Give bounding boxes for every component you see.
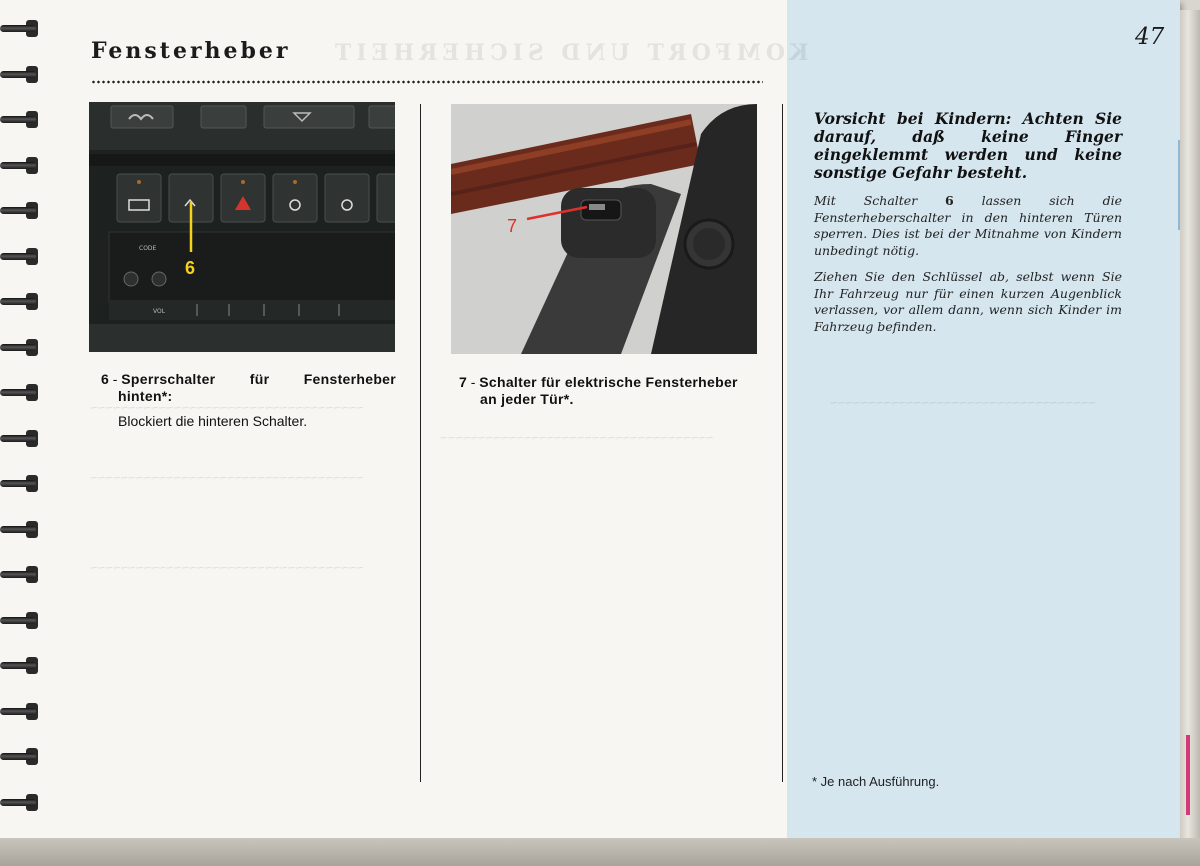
lock-switch-paragraph: Mit Schalter 6 lassen sich die Fensterheberschalter in den hinteren Türen sperren. Dies ist bei der Mitnahme von Kindern unbedingt nötig.	[814, 193, 1122, 258]
caption-label: Schalter für elektrische Fensterheber	[479, 374, 738, 390]
callout-6: 6	[185, 258, 196, 278]
spiral-coil	[0, 113, 40, 127]
console-buttons-photo	[89, 102, 395, 352]
title-dotted-rule	[91, 80, 763, 84]
spiral-coil	[0, 295, 40, 309]
caption-label: Sperrschalter	[121, 371, 216, 387]
bleed-through-block: ~~~~~~~~~~~~~~~~~~~~~~~~~~~~~~~~~~~~	[90, 400, 364, 415]
spiral-coil	[0, 659, 40, 673]
door-illustration	[451, 104, 757, 354]
caption-description: Blockiert die hinteren Schalter.	[118, 413, 308, 429]
spiral-coil	[0, 750, 40, 764]
spiral-coil	[0, 796, 40, 810]
bleed-through-block: ~~~~~~~~~~~~~~~~~~~~~~~~~~~~~~~~~~~~	[440, 430, 714, 445]
bleed-through-header: KOMFORT UND SICHERHEIT	[330, 40, 809, 66]
bleed-through-block: ~~~~~~~~~~~~~~~~~~~~~~~~~~~~~~~~~~~	[830, 395, 1096, 410]
page-title: Fensterheber	[91, 38, 291, 64]
column-divider	[782, 104, 783, 782]
spiral-coil	[0, 523, 40, 537]
spiral-coil	[0, 159, 40, 173]
page-stack-edge	[1180, 10, 1200, 866]
spiral-coil	[0, 614, 40, 628]
bleed-through-block: ~~~~~~~~~~~~~~~~~~~~~~~~~~~~~~~~~~~~	[90, 560, 364, 575]
page-stack-bottom	[0, 838, 1200, 866]
radio-code-label: CODE	[139, 245, 157, 252]
spiral-coil	[0, 250, 40, 264]
remove-key-paragraph: Ziehen Sie den Schlüssel ab, selbst wenn Sie Ihr Fahrzeug nur für einen kurzen Augenblick verlassen, vor allem dann, wenn sich Kinder im Fahrzeug befinden.	[814, 269, 1122, 334]
door-window-switch-photo	[451, 104, 757, 354]
spiral-coil	[0, 432, 40, 446]
spiral-coil	[0, 341, 40, 355]
caption-switch-7: 7 - Schalter für elektrische Fensterheber an jeder Tür*.	[459, 374, 759, 408]
radio-vol-label: VOL	[153, 308, 166, 315]
caption-switch-6: 6 - Sperrschalter für Fensterheber hinten*: Blockiert die hinteren Schalter.	[101, 371, 396, 429]
spiral-coil	[0, 68, 40, 82]
page-number: 47	[1135, 24, 1165, 50]
section-tab-pink	[1186, 735, 1190, 815]
caption-label-line2: an jeder Tür*.	[480, 391, 574, 407]
spiral-binding	[0, 22, 44, 812]
caption-label-line2: hinten*:	[118, 388, 173, 404]
spiral-coil	[0, 204, 40, 218]
caption-number: 6	[101, 371, 109, 387]
column-divider	[420, 104, 421, 782]
spiral-coil	[0, 477, 40, 491]
spiral-coil	[0, 568, 40, 582]
footnote: * Je nach Ausführung.	[812, 774, 940, 789]
caption-label: für	[249, 371, 270, 387]
switch-ref: 6	[945, 193, 954, 208]
bleed-through-block: ~~~~~~~~~~~~~~~~~~~~~~~~~~~~~~~~~~~~	[90, 470, 364, 485]
spiral-coil	[0, 705, 40, 719]
spiral-coil	[0, 22, 40, 36]
caption-label: Fensterheber	[303, 371, 396, 387]
caption-number: 7	[459, 374, 467, 390]
callout-7: 7	[507, 216, 518, 236]
spiral-coil	[0, 386, 40, 400]
child-safety-warning: Vorsicht bei Kindern: Achten Sie darauf, daß keine Finger eingeklemmt werden und keine sonstige Gefahr besteht.	[814, 109, 1122, 182]
console-illustration	[89, 102, 395, 352]
